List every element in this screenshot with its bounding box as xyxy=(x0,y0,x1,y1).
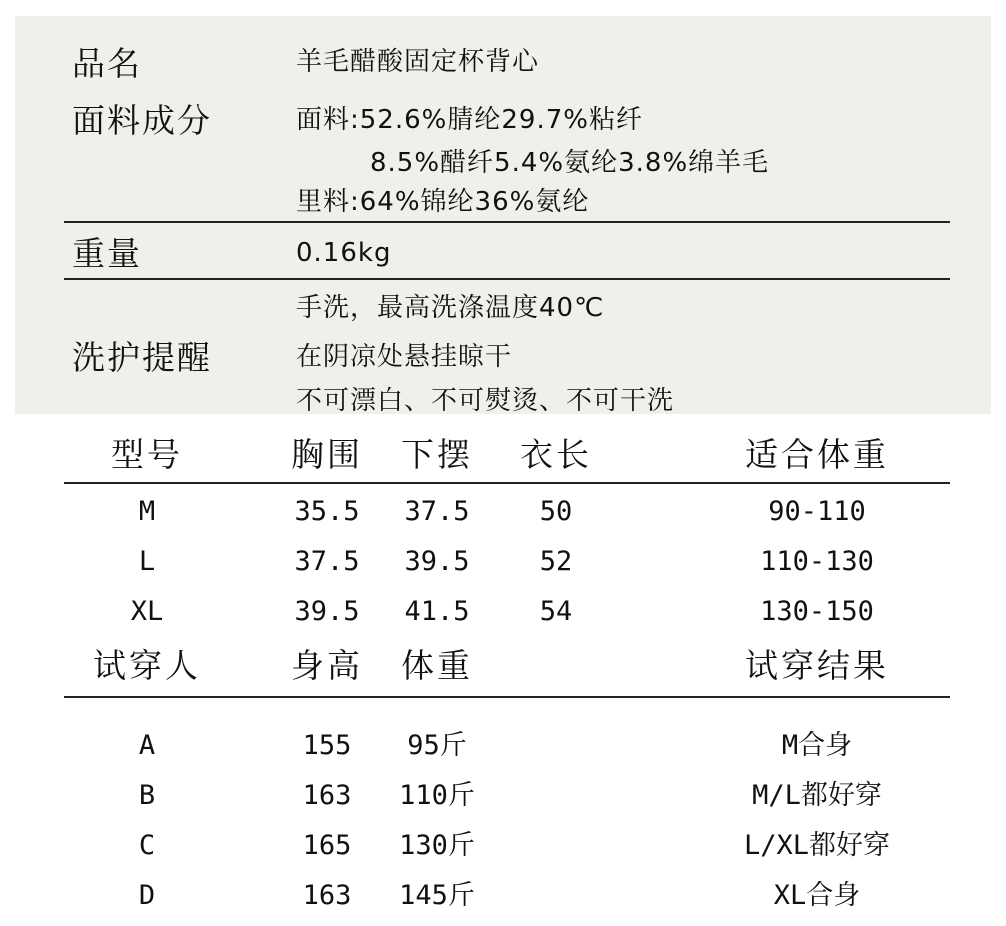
size-cell: 37.5 xyxy=(404,496,470,527)
size-header-bust: 胸围 xyxy=(291,435,363,474)
name-label: 品名 xyxy=(72,44,142,83)
size-cell: 37.5 xyxy=(294,546,360,577)
fit-cell: 110斤 xyxy=(399,780,475,811)
size-cell: 41.5 xyxy=(404,596,470,627)
size-cell: 50 xyxy=(539,496,573,527)
size-header-divider xyxy=(64,482,950,484)
care-line-1: 手洗，最高洗涤温度40℃ xyxy=(296,293,605,323)
weight-value: 0.16kg xyxy=(296,238,392,268)
fit-cell: XL合身 xyxy=(773,880,861,911)
fabric-label: 面料成分 xyxy=(72,101,212,140)
fit-cell: C xyxy=(138,830,156,861)
fit-cell: B xyxy=(138,780,156,811)
fit-cell: 95斤 xyxy=(407,730,467,761)
size-cell: XL xyxy=(130,596,164,627)
care-line-3: 不可漂白、不可熨烫、不可干洗 xyxy=(296,386,675,416)
fabric-line-1: 面料:52.6%腈纶29.7%粘纤 xyxy=(296,105,643,135)
fit-cell: 165 xyxy=(302,830,352,861)
size-cell: 54 xyxy=(539,596,573,627)
name-value: 羊毛醋酸固定杯背心 xyxy=(296,47,540,77)
fit-cell: 163 xyxy=(302,880,352,911)
size-header-hem: 下摆 xyxy=(401,435,473,474)
fit-cell: 130斤 xyxy=(399,830,475,861)
care-line-2: 在阴凉处悬挂晾干 xyxy=(296,342,513,372)
care-label: 洗护提醒 xyxy=(72,338,212,377)
fit-cell: 163 xyxy=(302,780,352,811)
fit-cell: 145斤 xyxy=(399,880,475,911)
size-header-length: 衣长 xyxy=(520,435,592,474)
divider-weight xyxy=(64,278,950,280)
fabric-line-2: 8.5%醋纤5.4%氨纶3.8%绵羊毛 xyxy=(370,148,770,178)
size-cell: 35.5 xyxy=(294,496,360,527)
size-cell: 39.5 xyxy=(294,596,360,627)
fit-header-height: 身高 xyxy=(291,646,363,685)
fit-cell: D xyxy=(138,880,156,911)
fit-header-tester: 试穿人 xyxy=(93,646,201,685)
fit-cell: M合身 xyxy=(781,730,853,761)
fit-cell: L/XL都好穿 xyxy=(743,830,891,861)
size-cell: 90-110 xyxy=(768,496,866,527)
fit-cell: A xyxy=(138,730,156,761)
size-cell: L xyxy=(138,546,156,577)
fit-header-weight: 体重 xyxy=(401,646,473,685)
weight-label: 重量 xyxy=(72,234,142,273)
size-cell: M xyxy=(138,496,156,527)
fit-header-result: 试穿结果 xyxy=(745,646,889,685)
fit-cell: M/L都好穿 xyxy=(752,780,882,811)
divider-fabric xyxy=(64,221,950,223)
size-cell: 110-130 xyxy=(760,546,874,577)
fit-cell: 155 xyxy=(302,730,352,761)
size-header-model: 型号 xyxy=(111,435,183,474)
size-cell: 52 xyxy=(539,546,573,577)
size-cell: 39.5 xyxy=(404,546,470,577)
fabric-line-3: 里料:64%锦纶36%氨纶 xyxy=(296,187,590,217)
size-header-weight: 适合体重 xyxy=(745,435,889,474)
fit-header-divider xyxy=(64,696,950,698)
size-cell: 130-150 xyxy=(760,596,874,627)
